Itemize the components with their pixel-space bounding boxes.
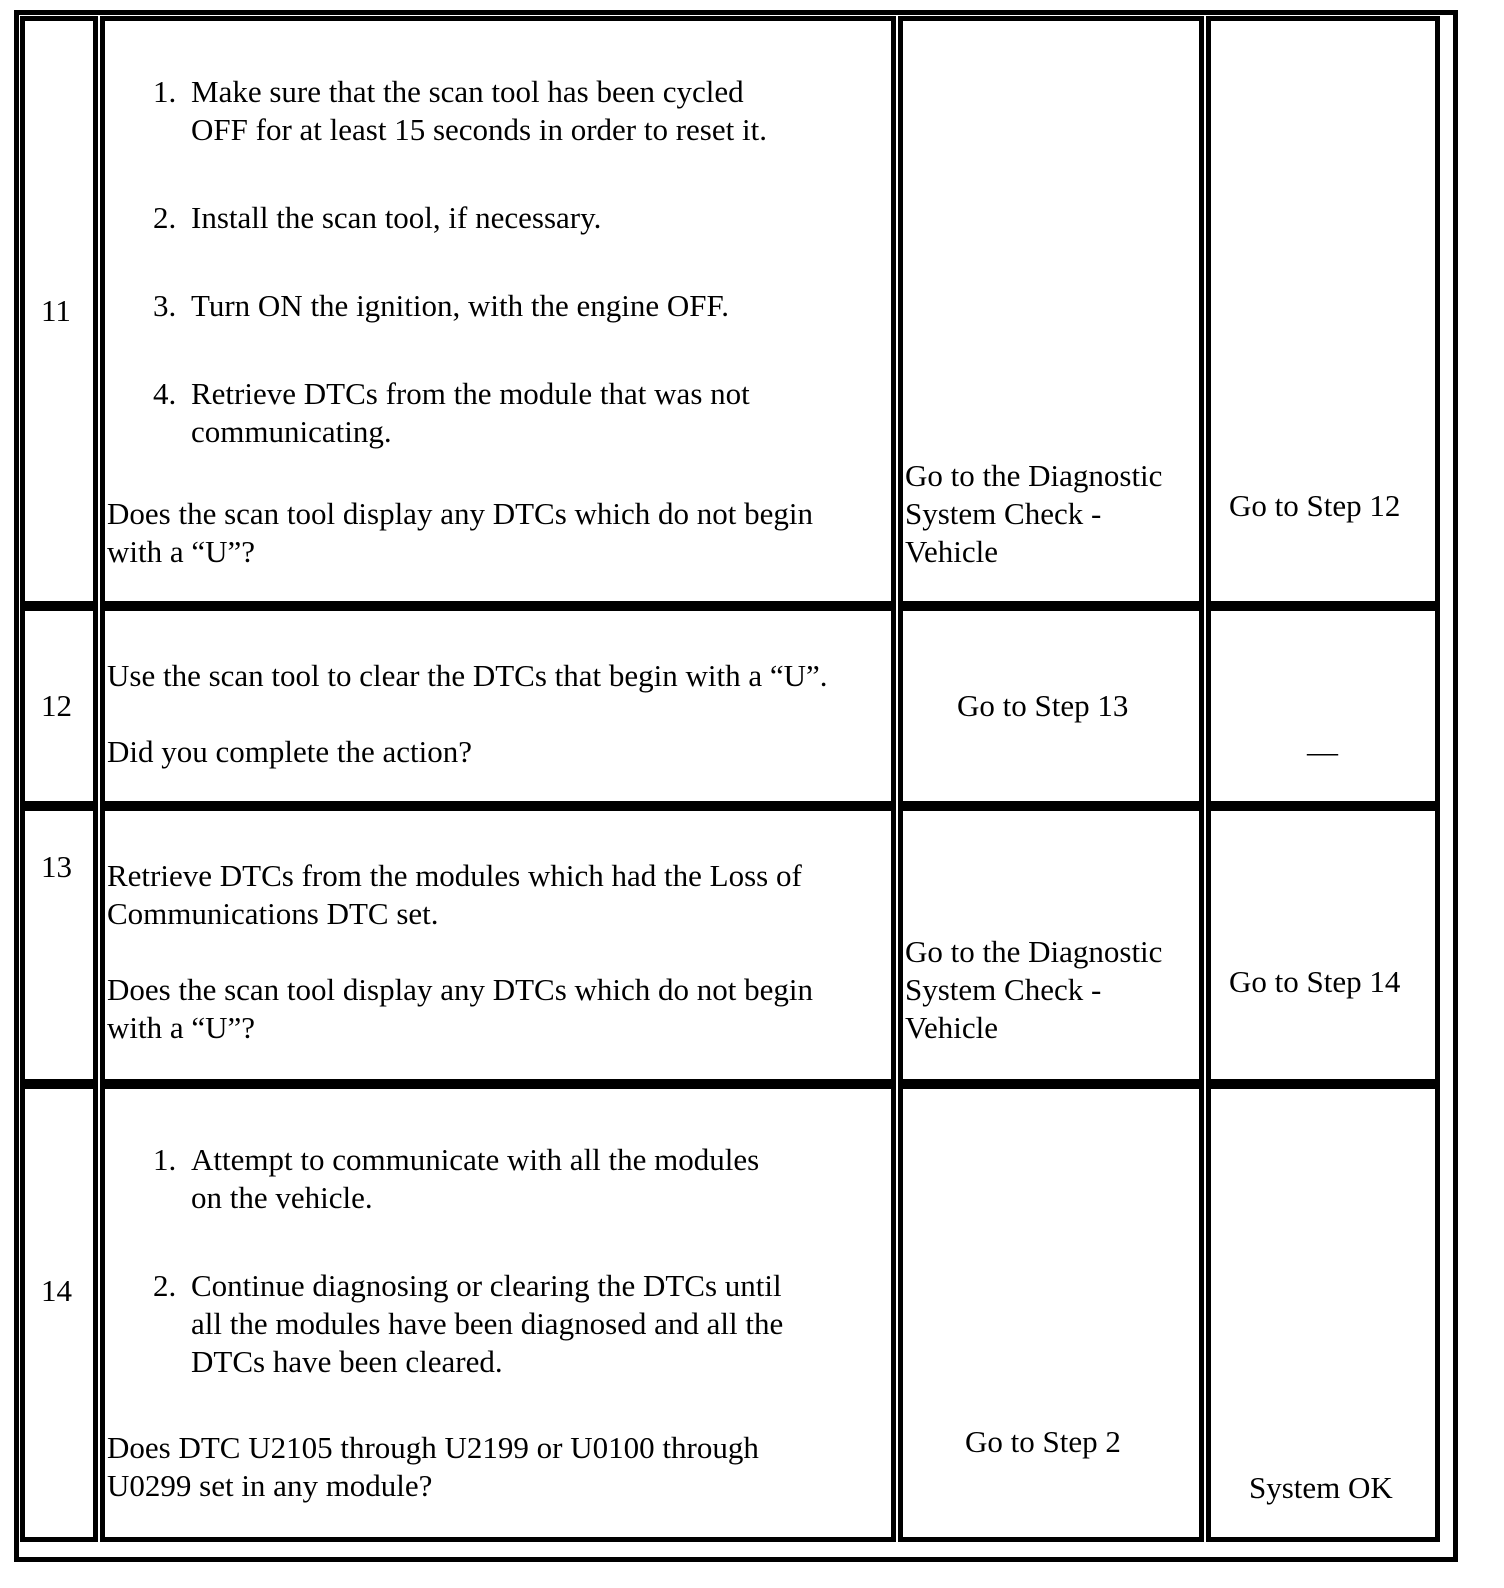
question-text: Did you complete the action? (107, 734, 472, 769)
step-number: 14 (41, 1273, 72, 1308)
action-cell: 1. Attempt to communicate with all the modules on the vehicle. 2. Continue diagnosing or clearing the DTCs until all the modules have been diagnosed and all the DTCs have been cleared. Does DTC U2105 through U2199 or U0100 through U0299 set in any module? (100, 1084, 896, 1542)
yes-result: Go to Step 13 (957, 688, 1129, 723)
yes-cell (898, 1084, 1204, 1542)
step-number: 11 (41, 293, 71, 328)
no-cell (1206, 1084, 1440, 1542)
step-number: 12 (41, 688, 72, 723)
step-number-cell (20, 806, 98, 1084)
step-number: 13 (41, 849, 72, 884)
no-cell (1206, 806, 1440, 1084)
action-cell: 1. Make sure that the scan tool has been cycled OFF for at least 15 seconds in order to reset it. 2. Install the scan tool, if necessary. 3. Turn ON the ignition, with the engine OFF. 4. Retrieve DTCs from the module that was not communicating. Does the scan tool display any DTCs which do not begin with a “U”? (100, 16, 896, 606)
no-result: System OK (1249, 1470, 1393, 1505)
step-number-cell (20, 16, 98, 606)
yes-cell: Go to the Diagnostic System Check - Vehicle (898, 16, 1204, 606)
action-cell (100, 606, 896, 806)
step-number-cell (20, 606, 98, 806)
no-cell (1206, 16, 1440, 606)
no-cell (1206, 606, 1440, 806)
action-text: Retrieve DTCs from the modules which had the Loss of (107, 858, 802, 893)
action-text: Use the scan tool to clear the DTCs that begin with a “U”. (107, 658, 828, 693)
question-text: Does the scan tool display any DTCs which do not begin (107, 972, 814, 1007)
step-number-cell (20, 1084, 98, 1542)
no-result: Go to Step 12 (1229, 488, 1401, 523)
yes-result: Go to Step 2 (965, 1424, 1121, 1459)
no-result: Go to Step 14 (1229, 964, 1401, 999)
action-cell: Retrieve DTCs from the modules which had the Loss of Communications DTC set. Does the scan tool display any DTCs which do not begin with a “U”? (100, 806, 896, 1084)
no-result: — (1307, 734, 1338, 769)
yes-cell (898, 606, 1204, 806)
yes-cell: Go to the Diagnostic System Check - Vehicle (898, 806, 1204, 1084)
